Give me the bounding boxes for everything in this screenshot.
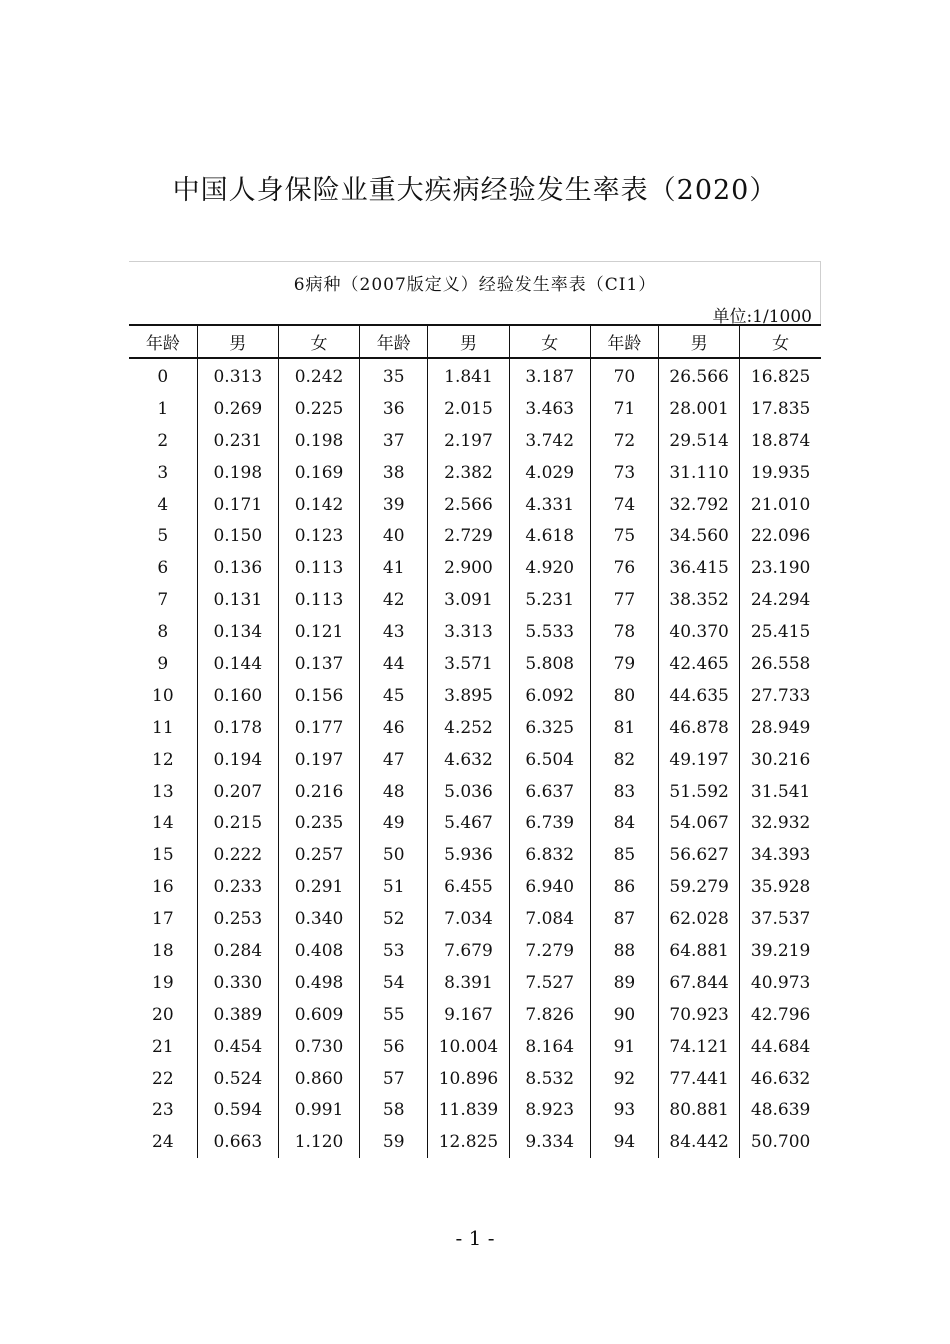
table-row bbox=[129, 1094, 821, 1126]
cell-age: 36 bbox=[360, 393, 428, 425]
cell-age: 58 bbox=[360, 1094, 428, 1126]
table-row bbox=[129, 393, 821, 425]
cell-age: 39 bbox=[360, 489, 428, 521]
cell-female-rate: 7.826 bbox=[509, 999, 590, 1031]
cell-male-rate: 70.923 bbox=[659, 999, 740, 1031]
cell-male-rate: 4.632 bbox=[428, 744, 509, 776]
cell-male-rate: 0.330 bbox=[197, 967, 278, 999]
cell-male-rate: 10.004 bbox=[428, 1031, 509, 1063]
cell-age: 35 bbox=[360, 358, 428, 393]
cell-male-rate: 6.455 bbox=[428, 871, 509, 903]
cell-age: 42 bbox=[360, 584, 428, 616]
table-caption: 6病种（2007版定义）经验发生率表（CI1） bbox=[293, 275, 657, 295]
cell-female-rate: 0.121 bbox=[278, 616, 359, 648]
table-row bbox=[129, 839, 821, 871]
table-row bbox=[129, 358, 821, 393]
cell-age: 3 bbox=[129, 457, 197, 489]
cell-female-rate: 1.120 bbox=[278, 1126, 359, 1158]
cell-age: 24 bbox=[129, 1126, 197, 1158]
table-row bbox=[129, 871, 821, 903]
cell-female-rate: 0.730 bbox=[278, 1031, 359, 1063]
cell-age: 13 bbox=[129, 776, 197, 808]
cell-male-rate: 42.465 bbox=[659, 648, 740, 680]
cell-female-rate: 0.123 bbox=[278, 520, 359, 552]
header-male: 男 bbox=[428, 325, 509, 358]
table-row bbox=[129, 903, 821, 935]
cell-male-rate: 51.592 bbox=[659, 776, 740, 808]
cell-age: 52 bbox=[360, 903, 428, 935]
cell-age: 56 bbox=[360, 1031, 428, 1063]
cell-age: 72 bbox=[590, 425, 658, 457]
header-age: 年龄 bbox=[360, 325, 428, 358]
cell-female-rate: 26.558 bbox=[750, 653, 811, 674]
table-row bbox=[129, 457, 821, 489]
cell-age: 15 bbox=[129, 839, 197, 871]
cell-age: 70 bbox=[590, 358, 658, 393]
cell-age: 12 bbox=[129, 744, 197, 776]
cell-age: 48 bbox=[360, 776, 428, 808]
cell-male-rate: 0.663 bbox=[197, 1126, 278, 1158]
cell-male-rate: 0.454 bbox=[197, 1031, 278, 1063]
table-row bbox=[129, 1031, 821, 1063]
cell-female-rate: 25.415 bbox=[750, 622, 811, 643]
table-row bbox=[129, 744, 821, 776]
cell-male-rate: 0.134 bbox=[197, 616, 278, 648]
table-body bbox=[129, 358, 821, 1158]
cell-female-rate: 8.532 bbox=[509, 1063, 590, 1095]
cell-male-rate: 0.284 bbox=[197, 935, 278, 967]
cell-age: 47 bbox=[360, 744, 428, 776]
cell-male-rate: 0.215 bbox=[197, 807, 278, 839]
cell-female-rate: 3.742 bbox=[509, 425, 590, 457]
cell-female-rate: 0.860 bbox=[278, 1063, 359, 1095]
cell-male-rate: 0.144 bbox=[197, 648, 278, 680]
cell-male-rate: 26.566 bbox=[659, 358, 740, 393]
cell-male-rate: 2.382 bbox=[428, 457, 509, 489]
cell-age: 37 bbox=[360, 425, 428, 457]
cell-age: 81 bbox=[590, 712, 658, 744]
cell-age: 2 bbox=[129, 425, 197, 457]
header-age: 年龄 bbox=[129, 325, 197, 358]
cell-age: 57 bbox=[360, 1063, 428, 1095]
header-male: 男 bbox=[659, 325, 740, 358]
cell-female-rate: 6.739 bbox=[509, 807, 590, 839]
cell-male-rate: 0.198 bbox=[197, 457, 278, 489]
cell-male-rate: 56.627 bbox=[659, 839, 740, 871]
cell-age: 8 bbox=[129, 616, 197, 648]
cell-male-rate: 2.566 bbox=[428, 489, 509, 521]
cell-female-rate: 7.084 bbox=[509, 903, 590, 935]
cell-female-rate: 0.257 bbox=[278, 839, 359, 871]
cell-female-rate: 6.832 bbox=[509, 839, 590, 871]
cell-age: 54 bbox=[360, 967, 428, 999]
cell-age: 90 bbox=[590, 999, 658, 1031]
cell-male-rate: 7.679 bbox=[428, 935, 509, 967]
cell-male-rate: 0.313 bbox=[197, 358, 278, 393]
cell-male-rate: 7.034 bbox=[428, 903, 509, 935]
cell-female-rate: 8.923 bbox=[509, 1094, 590, 1126]
cell-female-rate: 46.632 bbox=[750, 1068, 811, 1089]
cell-female-rate: 4.920 bbox=[509, 552, 590, 584]
cell-female-rate: 4.029 bbox=[509, 457, 590, 489]
cell-female-rate: 37.537 bbox=[750, 909, 811, 930]
table-row bbox=[129, 520, 821, 552]
table-row bbox=[129, 584, 821, 616]
cell-male-rate: 0.389 bbox=[197, 999, 278, 1031]
cell-age: 75 bbox=[590, 520, 658, 552]
unit-label: 单位:1/1000 bbox=[712, 307, 812, 327]
cell-female-rate: 4.618 bbox=[509, 520, 590, 552]
cell-age: 43 bbox=[360, 616, 428, 648]
cell-age: 84 bbox=[590, 807, 658, 839]
cell-age: 89 bbox=[590, 967, 658, 999]
cell-male-rate: 77.441 bbox=[659, 1063, 740, 1095]
cell-male-rate: 0.231 bbox=[197, 425, 278, 457]
table-row bbox=[129, 1126, 821, 1158]
table-row bbox=[129, 776, 821, 808]
cell-male-rate: 0.269 bbox=[197, 393, 278, 425]
cell-male-rate: 0.253 bbox=[197, 903, 278, 935]
cell-age: 82 bbox=[590, 744, 658, 776]
cell-age: 53 bbox=[360, 935, 428, 967]
cell-age: 79 bbox=[590, 648, 658, 680]
cell-female-rate: 6.637 bbox=[509, 776, 590, 808]
cell-male-rate: 11.839 bbox=[428, 1094, 509, 1126]
cell-male-rate: 2.015 bbox=[428, 393, 509, 425]
cell-female-rate: 40.973 bbox=[750, 972, 811, 993]
table-row bbox=[129, 807, 821, 839]
cell-male-rate: 80.881 bbox=[659, 1094, 740, 1126]
table-row bbox=[129, 712, 821, 744]
cell-male-rate: 0.524 bbox=[197, 1063, 278, 1095]
cell-female-rate: 42.796 bbox=[750, 1004, 811, 1025]
table-row bbox=[129, 967, 821, 999]
cell-female-rate: 6.940 bbox=[509, 871, 590, 903]
cell-age: 16 bbox=[129, 871, 197, 903]
table-header-row bbox=[129, 325, 821, 358]
cell-age: 92 bbox=[590, 1063, 658, 1095]
cell-age: 86 bbox=[590, 871, 658, 903]
cell-age: 14 bbox=[129, 807, 197, 839]
cell-female-rate: 19.935 bbox=[750, 462, 811, 483]
cell-female-rate: 30.216 bbox=[750, 749, 811, 770]
cell-age: 80 bbox=[590, 680, 658, 712]
table-row bbox=[129, 1063, 821, 1095]
cell-female-rate: 7.279 bbox=[509, 935, 590, 967]
cell-female-rate: 5.231 bbox=[509, 584, 590, 616]
cell-female-rate: 0.498 bbox=[278, 967, 359, 999]
cell-age: 55 bbox=[360, 999, 428, 1031]
cell-age: 74 bbox=[590, 489, 658, 521]
cell-female-rate: 0.156 bbox=[278, 680, 359, 712]
cell-female-rate: 23.190 bbox=[750, 558, 811, 579]
cell-age: 45 bbox=[360, 680, 428, 712]
cell-female-rate: 28.949 bbox=[750, 717, 811, 738]
cell-male-rate: 36.415 bbox=[659, 552, 740, 584]
cell-age: 94 bbox=[590, 1126, 658, 1158]
cell-male-rate: 0.207 bbox=[197, 776, 278, 808]
cell-female-rate: 8.164 bbox=[509, 1031, 590, 1063]
cell-female-rate: 9.334 bbox=[509, 1126, 590, 1158]
cell-female-rate: 21.010 bbox=[750, 494, 811, 515]
cell-age: 87 bbox=[590, 903, 658, 935]
cell-male-rate: 46.878 bbox=[659, 712, 740, 744]
cell-female-rate: 0.177 bbox=[278, 712, 359, 744]
cell-male-rate: 44.635 bbox=[659, 680, 740, 712]
cell-male-rate: 0.136 bbox=[197, 552, 278, 584]
cell-male-rate: 3.571 bbox=[428, 648, 509, 680]
table-row bbox=[129, 552, 821, 584]
cell-female-rate: 27.733 bbox=[750, 685, 811, 706]
cell-female-rate: 18.874 bbox=[750, 430, 811, 451]
cell-female-rate: 0.169 bbox=[278, 457, 359, 489]
table-row bbox=[129, 425, 821, 457]
cell-female-rate: 0.340 bbox=[278, 903, 359, 935]
cell-female-rate: 0.142 bbox=[278, 489, 359, 521]
cell-age: 5 bbox=[129, 520, 197, 552]
cell-male-rate: 0.194 bbox=[197, 744, 278, 776]
cell-age: 9 bbox=[129, 648, 197, 680]
cell-female-rate: 32.932 bbox=[750, 813, 811, 834]
cell-male-rate: 31.110 bbox=[659, 457, 740, 489]
table-caption-row bbox=[129, 261, 821, 327]
header-female: 女 bbox=[740, 325, 821, 358]
cell-female-rate: 50.700 bbox=[750, 1132, 811, 1153]
cell-male-rate: 3.895 bbox=[428, 680, 509, 712]
cell-male-rate: 2.197 bbox=[428, 425, 509, 457]
cell-female-rate: 24.294 bbox=[750, 590, 811, 611]
cell-age: 41 bbox=[360, 552, 428, 584]
cell-female-rate: 5.808 bbox=[509, 648, 590, 680]
rate-table-container bbox=[129, 261, 821, 1158]
cell-age: 10 bbox=[129, 680, 197, 712]
cell-male-rate: 28.001 bbox=[659, 393, 740, 425]
cell-female-rate: 0.198 bbox=[278, 425, 359, 457]
cell-age: 77 bbox=[590, 584, 658, 616]
cell-male-rate: 54.067 bbox=[659, 807, 740, 839]
cell-male-rate: 62.028 bbox=[659, 903, 740, 935]
cell-age: 11 bbox=[129, 712, 197, 744]
cell-age: 1 bbox=[129, 393, 197, 425]
cell-age: 7 bbox=[129, 584, 197, 616]
cell-male-rate: 40.370 bbox=[659, 616, 740, 648]
cell-male-rate: 0.160 bbox=[197, 680, 278, 712]
cell-female-rate: 7.527 bbox=[509, 967, 590, 999]
cell-age: 23 bbox=[129, 1094, 197, 1126]
cell-age: 19 bbox=[129, 967, 197, 999]
cell-age: 17 bbox=[129, 903, 197, 935]
cell-female-rate: 0.113 bbox=[278, 552, 359, 584]
cell-male-rate: 34.560 bbox=[659, 520, 740, 552]
cell-age: 93 bbox=[590, 1094, 658, 1126]
cell-age: 49 bbox=[360, 807, 428, 839]
cell-female-rate: 0.225 bbox=[278, 393, 359, 425]
cell-age: 85 bbox=[590, 839, 658, 871]
cell-age: 20 bbox=[129, 999, 197, 1031]
cell-male-rate: 4.252 bbox=[428, 712, 509, 744]
cell-female-rate: 0.197 bbox=[278, 744, 359, 776]
cell-age: 4 bbox=[129, 489, 197, 521]
cell-male-rate: 0.222 bbox=[197, 839, 278, 871]
cell-male-rate: 10.896 bbox=[428, 1063, 509, 1095]
cell-female-rate: 17.835 bbox=[750, 398, 811, 419]
cell-male-rate: 38.352 bbox=[659, 584, 740, 616]
cell-male-rate: 0.233 bbox=[197, 871, 278, 903]
cell-male-rate: 64.881 bbox=[659, 935, 740, 967]
incidence-rate-table bbox=[129, 324, 821, 1158]
table-row bbox=[129, 999, 821, 1031]
cell-age: 76 bbox=[590, 552, 658, 584]
cell-age: 59 bbox=[360, 1126, 428, 1158]
cell-age: 6 bbox=[129, 552, 197, 584]
cell-male-rate: 29.514 bbox=[659, 425, 740, 457]
cell-age: 40 bbox=[360, 520, 428, 552]
cell-male-rate: 74.121 bbox=[659, 1031, 740, 1063]
cell-male-rate: 3.091 bbox=[428, 584, 509, 616]
cell-female-rate: 0.291 bbox=[278, 871, 359, 903]
cell-female-rate: 0.242 bbox=[278, 358, 359, 393]
cell-female-rate: 0.235 bbox=[278, 807, 359, 839]
cell-female-rate: 0.408 bbox=[278, 935, 359, 967]
cell-male-rate: 2.900 bbox=[428, 552, 509, 584]
cell-female-rate: 31.541 bbox=[750, 781, 811, 802]
table-row bbox=[129, 489, 821, 521]
page-number: - 1 - bbox=[455, 1226, 495, 1250]
cell-male-rate: 0.150 bbox=[197, 520, 278, 552]
cell-female-rate: 39.219 bbox=[750, 940, 811, 961]
cell-male-rate: 84.442 bbox=[659, 1126, 740, 1158]
table-row bbox=[129, 616, 821, 648]
cell-age: 83 bbox=[590, 776, 658, 808]
cell-female-rate: 0.991 bbox=[278, 1094, 359, 1126]
cell-male-rate: 5.036 bbox=[428, 776, 509, 808]
cell-female-rate: 22.096 bbox=[750, 526, 811, 547]
header-female: 女 bbox=[509, 325, 590, 358]
cell-male-rate: 0.178 bbox=[197, 712, 278, 744]
cell-age: 21 bbox=[129, 1031, 197, 1063]
cell-female-rate: 3.187 bbox=[509, 358, 590, 393]
cell-female-rate: 16.825 bbox=[750, 366, 811, 387]
cell-age: 22 bbox=[129, 1063, 197, 1095]
cell-age: 88 bbox=[590, 935, 658, 967]
cell-male-rate: 9.167 bbox=[428, 999, 509, 1031]
cell-female-rate: 6.504 bbox=[509, 744, 590, 776]
cell-age: 51 bbox=[360, 871, 428, 903]
cell-female-rate: 0.113 bbox=[278, 584, 359, 616]
cell-female-rate: 35.928 bbox=[750, 877, 811, 898]
cell-male-rate: 1.841 bbox=[428, 358, 509, 393]
cell-female-rate: 34.393 bbox=[750, 845, 811, 866]
cell-female-rate: 6.092 bbox=[509, 680, 590, 712]
cell-male-rate: 3.313 bbox=[428, 616, 509, 648]
cell-age: 50 bbox=[360, 839, 428, 871]
header-female: 女 bbox=[278, 325, 359, 358]
cell-male-rate: 5.467 bbox=[428, 807, 509, 839]
cell-male-rate: 67.844 bbox=[659, 967, 740, 999]
cell-male-rate: 5.936 bbox=[428, 839, 509, 871]
cell-male-rate: 0.594 bbox=[197, 1094, 278, 1126]
cell-male-rate: 12.825 bbox=[428, 1126, 509, 1158]
cell-male-rate: 49.197 bbox=[659, 744, 740, 776]
cell-male-rate: 0.171 bbox=[197, 489, 278, 521]
page-title: 中国人身保险业重大疾病经验发生率表（2020） bbox=[172, 175, 778, 206]
cell-female-rate: 48.639 bbox=[750, 1100, 811, 1121]
cell-age: 18 bbox=[129, 935, 197, 967]
cell-age: 38 bbox=[360, 457, 428, 489]
header-age: 年龄 bbox=[590, 325, 658, 358]
cell-female-rate: 44.684 bbox=[750, 1036, 811, 1057]
cell-female-rate: 3.463 bbox=[509, 393, 590, 425]
cell-female-rate: 0.609 bbox=[278, 999, 359, 1031]
table-row bbox=[129, 935, 821, 967]
cell-male-rate: 2.729 bbox=[428, 520, 509, 552]
cell-age: 71 bbox=[590, 393, 658, 425]
cell-male-rate: 8.391 bbox=[428, 967, 509, 999]
cell-female-rate: 5.533 bbox=[509, 616, 590, 648]
cell-age: 46 bbox=[360, 712, 428, 744]
cell-age: 0 bbox=[129, 358, 197, 393]
header-male: 男 bbox=[197, 325, 278, 358]
cell-female-rate: 0.216 bbox=[278, 776, 359, 808]
cell-male-rate: 0.131 bbox=[197, 584, 278, 616]
table-row bbox=[129, 680, 821, 712]
cell-female-rate: 6.325 bbox=[509, 712, 590, 744]
table-row bbox=[129, 648, 821, 680]
cell-male-rate: 59.279 bbox=[659, 871, 740, 903]
cell-age: 44 bbox=[360, 648, 428, 680]
cell-male-rate: 32.792 bbox=[659, 489, 740, 521]
cell-female-rate: 0.137 bbox=[278, 648, 359, 680]
cell-female-rate: 4.331 bbox=[509, 489, 590, 521]
cell-age: 91 bbox=[590, 1031, 658, 1063]
cell-age: 78 bbox=[590, 616, 658, 648]
cell-age: 73 bbox=[590, 457, 658, 489]
